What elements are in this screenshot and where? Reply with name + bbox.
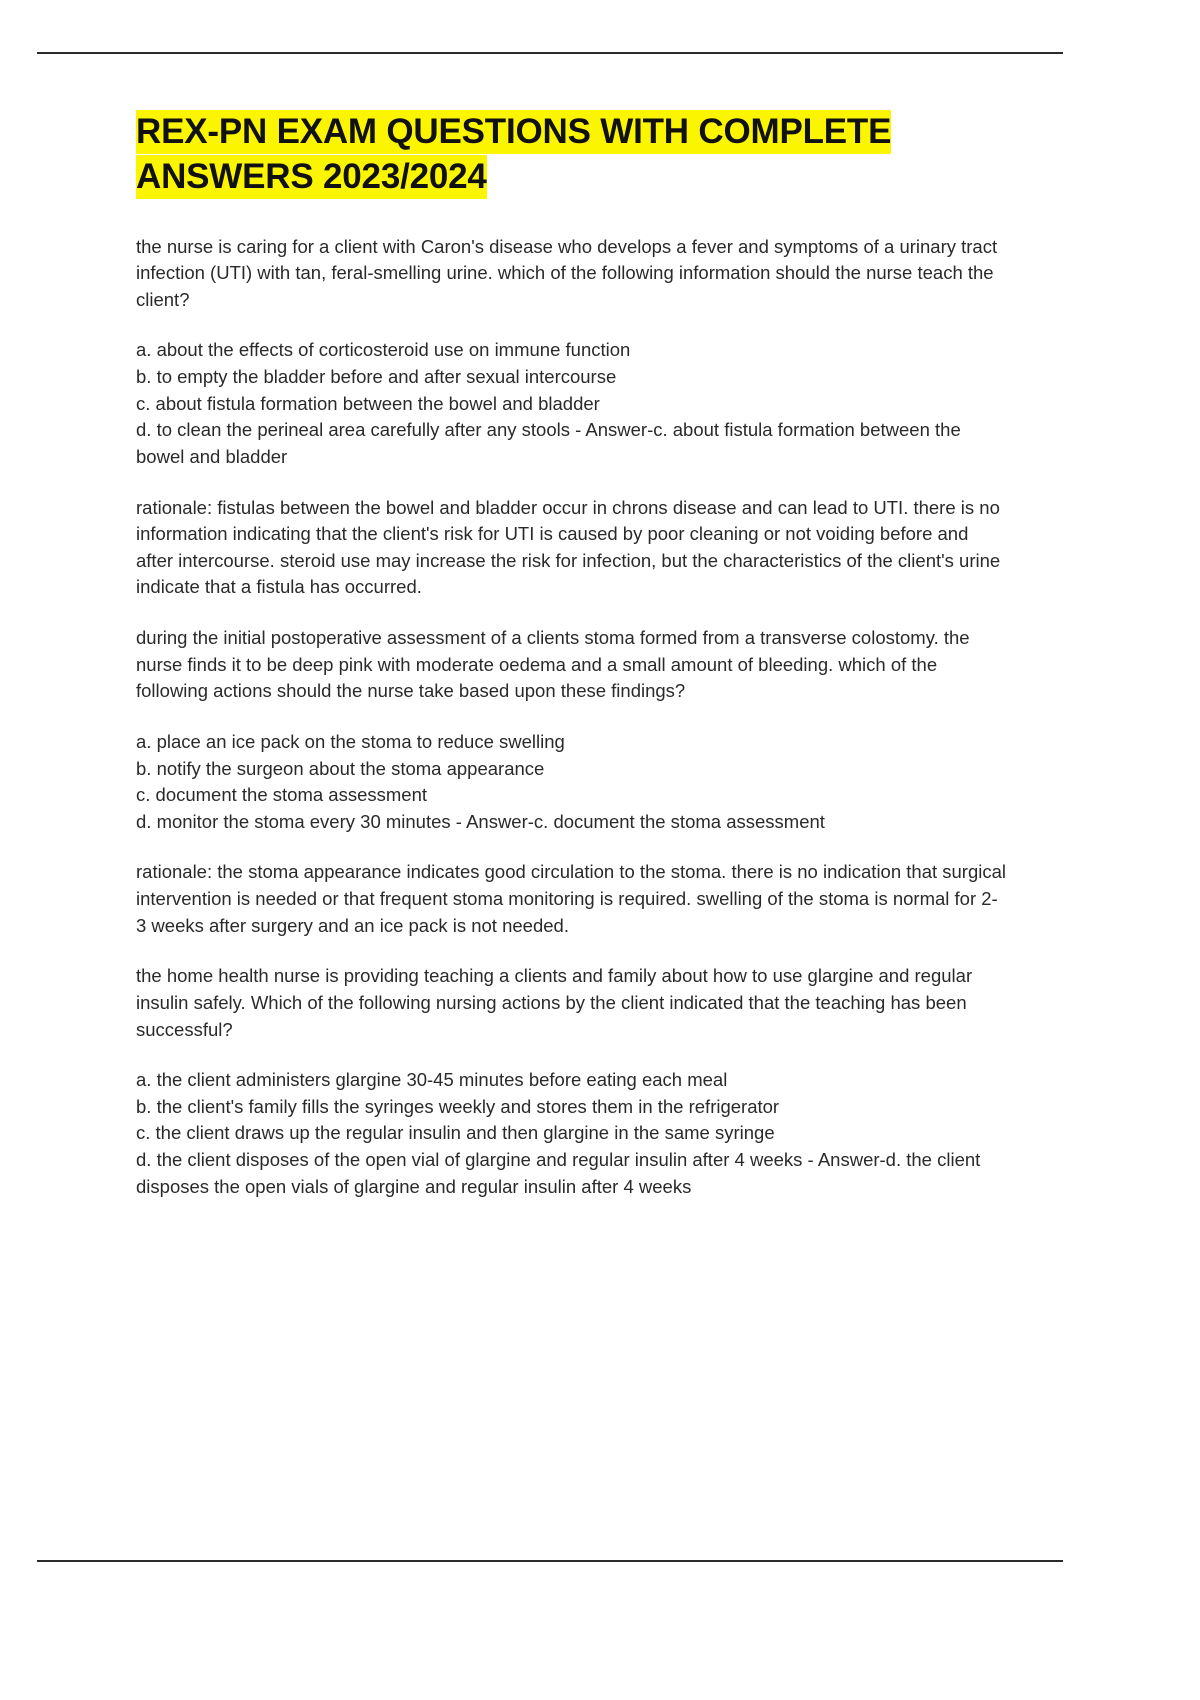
option-c: c. the client draws up the regular insulin and then glargine in the same syringe	[136, 1122, 775, 1144]
question-1-rationale: rationale: fistulas between the bowel and bladder occur in chrons disease and can lead to UTI. there is no information indicating that the client's risk for UTI is caused by poor cleaning or not voiding before and after intercourse. steroid use may increase the risk for infection, but the characteristics of the client's urine indicate that a fistula has occurred.	[136, 496, 1001, 598]
question-2-rationale: rationale: the stoma appearance indicates good circulation to the stoma. there is no indication that surgical intervention is needed or that frequent stoma monitoring is required. swelling of the stoma is normal for 2-3 weeks after surgery and an ice pack is not needed.	[136, 861, 1007, 936]
option-b: b. notify the surgeon about the stoma appearance	[136, 757, 545, 779]
question-2-stem: during the initial postoperative assessment of a clients stoma formed from a transverse colostomy. the nurse finds it to be deep pink with moderate oedema and a small amount of bleeding. which of the following actions should the nurse take based upon these findings?	[136, 627, 970, 702]
question-2-options	[136, 729, 1006, 836]
option-d-with-answer: d. the client disposes of the open vial of glargine and regular insulin after 4 weeks - Answer-d. the client disposes the open vials of glargine and regular insulin after 4 weeks	[136, 1149, 981, 1197]
option-a: a. the client administers glargine 30-45 minutes before eating each meal	[136, 1069, 728, 1091]
question-1-stem: the nurse is caring for a client with Caron's disease who develops a fever and symptoms of a urinary tract infection (UTI) with tan, feral-smelling urine. which of the following information should the nurse teach the client?	[136, 235, 998, 310]
option-b: b. the client's family fills the syringes weekly and stores them in the refrigerator	[136, 1095, 780, 1117]
question-3-stem: the home health nurse is providing teaching a clients and family about how to use glargine and regular insulin safely. Which of the following nursing actions by the client indicated that the teaching has been successful?	[136, 965, 973, 1040]
option-a: a. place an ice pack on the stoma to reduce swelling	[136, 730, 565, 752]
page-title	[136, 110, 1006, 200]
option-a: a. about the effects of corticosteroid use on immune function	[136, 339, 631, 361]
page-top-divider	[37, 52, 1063, 54]
option-d-with-answer: d. to clean the perineal area carefully after any stools - Answer-c. about fistula formation between the bowel and bladder	[136, 419, 961, 467]
option-b: b. to empty the bladder before and after sexual intercourse	[136, 366, 617, 388]
page-bottom-divider	[37, 1560, 1063, 1562]
document-page	[37, 0, 1063, 1700]
document-content	[136, 110, 1006, 1224]
option-c: c. about fistula formation between the bowel and bladder	[136, 392, 600, 414]
page-title-highlight: REX-PN EXAM QUESTIONS WITH COMPLETE ANSWERS 2023/2024	[136, 110, 891, 199]
question-1-options	[136, 337, 1006, 470]
option-c: c. document the stoma assessment	[136, 784, 427, 806]
option-d-with-answer: d. monitor the stoma every 30 minutes - Answer-c. document the stoma assessment	[136, 810, 825, 832]
question-3-options	[136, 1067, 1006, 1200]
